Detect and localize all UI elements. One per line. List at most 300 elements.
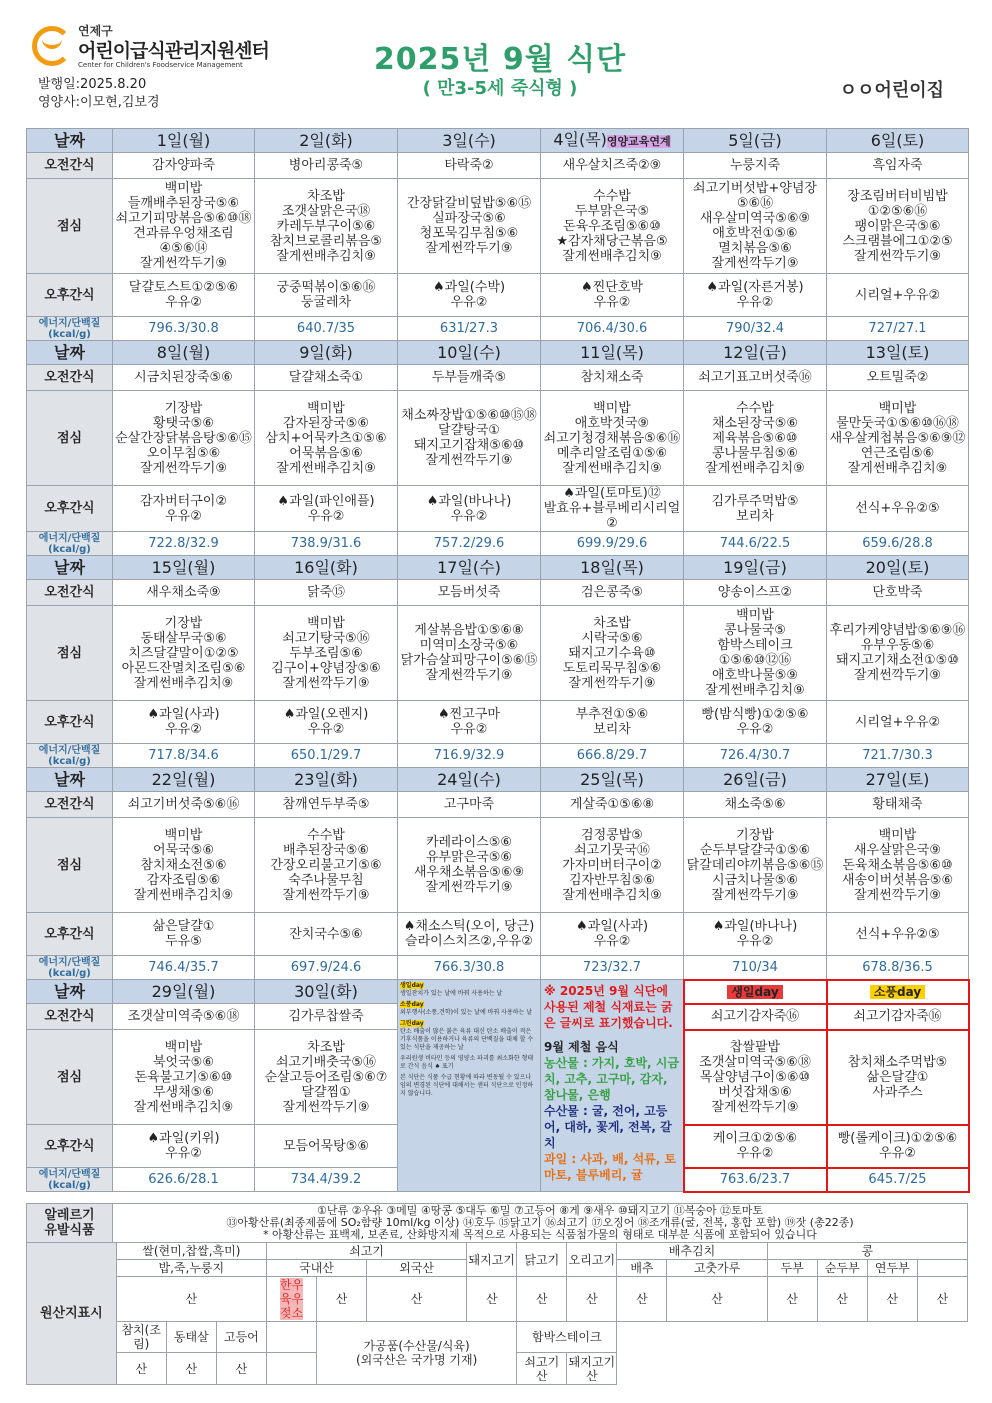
org-en: Center for Children's Foodservice Management bbox=[78, 61, 243, 69]
lunch-cell-line: 장조림버터비빔밥①②⑤⑥⑯ bbox=[847, 188, 948, 219]
lunch-cell-line: 백미밥 bbox=[307, 615, 345, 631]
lunch-cell bbox=[827, 391, 969, 486]
date-cell bbox=[827, 768, 969, 792]
lunch-cell-line: 들깨배추된장국⑤⑥ bbox=[127, 196, 240, 211]
energy-cell: 631/27.3 bbox=[398, 317, 541, 341]
origin-processed-sub: (외국산은 국가명 기재) bbox=[355, 1353, 478, 1367]
date-text: 15일(월) bbox=[151, 558, 216, 577]
lunch-cell-line: 백미밥 bbox=[593, 400, 631, 416]
pm-snack-label: 오후간식 bbox=[27, 274, 113, 317]
date-text: 23일(화) bbox=[294, 770, 358, 789]
date-text: 11일(목) bbox=[580, 343, 644, 362]
pm-snack-cell bbox=[398, 274, 541, 317]
page-subtitle: ( 만3-5세 죽식형 ) bbox=[422, 78, 578, 99]
pm-snack-cell bbox=[541, 701, 684, 744]
pm-snack-label: 오후간식 bbox=[27, 1125, 113, 1168]
lunch-cell-line: 백미밥 bbox=[164, 827, 203, 843]
legend-note-text: 우리원생 비타민 등의 영양소 파괴를 최소화한 형태로 간식 음식 ♠ 표기 bbox=[400, 1055, 534, 1070]
pm-snack-cell-line: ♠과일(자른거봉) bbox=[706, 280, 804, 295]
date-text: 10일(수) bbox=[437, 343, 501, 362]
lunch-cell-line: 제육볶음⑤⑥⑩ bbox=[712, 430, 798, 446]
pm-snack-cell bbox=[255, 274, 398, 317]
pm-snack-cell-line: 시리얼+우유② bbox=[854, 714, 941, 730]
pm-snack-cell-line: 우유② bbox=[165, 508, 202, 524]
pm-snack-cell bbox=[113, 1125, 255, 1168]
legend-note-tag: 소풍day bbox=[400, 1001, 424, 1008]
legend-note-tag: 생일day bbox=[400, 982, 424, 989]
lunch-label: 점심 bbox=[27, 179, 113, 274]
origin-bean-tofu-val: 산 bbox=[767, 1277, 817, 1322]
center-logo bbox=[32, 22, 292, 74]
lunch-cell-line: 새우살맑은국⑨ bbox=[853, 842, 941, 858]
lunch-cell-line: 잘게썬배추김치⑨ bbox=[276, 460, 376, 476]
pm-snack-cell-line: 우유② bbox=[593, 934, 631, 949]
lunch-cell-line: 쇠고기피망볶음⑤⑥⑩⑱ bbox=[115, 211, 252, 226]
lunch-cell-line: 삼치+어묵카츠①⑤⑥ bbox=[265, 430, 387, 446]
date-text: 26일(금) bbox=[723, 770, 787, 789]
pm-snack-cell-line: ♠과일(키위) bbox=[147, 1131, 220, 1146]
lunch-cell-line: 잘게썬깍두기⑨ bbox=[711, 256, 799, 271]
energy-cell: 723/32.7 bbox=[541, 956, 684, 980]
lunch-cell-line: 숙주나물무침 bbox=[288, 872, 364, 888]
energy-cell: 659.6/28.8 bbox=[827, 532, 969, 556]
pm-snack-cell-line: 빵(롤케이크)①②⑤⑥ bbox=[837, 1131, 958, 1146]
issue-date: 발행일:2025.8.20 bbox=[38, 77, 147, 92]
lunch-cell-line: 순두부달걀국①⑤⑥ bbox=[699, 842, 811, 858]
energy-cell: 763.6/23.7 bbox=[684, 1168, 827, 1192]
origin-beef-imp: 외국산 bbox=[367, 1260, 467, 1277]
lunch-cell-line: 잘게썬배추김치⑨ bbox=[705, 683, 805, 698]
allergy-line-1: ①난류 ②우유 ③메밀 ④땅콩 ⑤대두 ⑥밀 ⑦고등어 ⑧게 ⑨새우 ⑩돼지고기 ⑪복숭아 ⑫토마토 bbox=[317, 1204, 763, 1217]
pm-snack-cell-line: 발효유+블루베리시리얼② bbox=[543, 501, 681, 531]
pm-snack-cell bbox=[255, 1125, 398, 1168]
date-label: 날짜 bbox=[27, 129, 113, 153]
lunch-cell-line: 백미밥 bbox=[307, 400, 345, 416]
lunch-cell-line: 잘게썬깍두기⑨ bbox=[568, 675, 656, 691]
lunch-cell-line: 미역미소장국⑤⑥ bbox=[419, 638, 519, 653]
date-cell: 30일(화) bbox=[255, 980, 398, 1004]
origin-bean-blank bbox=[917, 1260, 967, 1277]
date-cell bbox=[113, 768, 255, 792]
lunch-cell-line: 잘게썬깍두기⑨ bbox=[425, 453, 513, 468]
date-text: 2일(화) bbox=[299, 131, 353, 150]
lunch-cell-line: 물만둣국①⑤⑥⑩⑯⑱ bbox=[836, 415, 959, 431]
lunch-cell-line: 수수밥 bbox=[736, 400, 774, 416]
lunch-cell-line: 잘게썬배추김치⑨ bbox=[133, 887, 234, 903]
lunch-cell bbox=[398, 606, 541, 701]
lunch-cell-line: 참치브로콜리볶음⑤ bbox=[269, 233, 383, 249]
date-label: 날짜 bbox=[27, 980, 113, 1004]
am-snack-label: 오전간식 bbox=[27, 365, 113, 391]
energy-cell: 626.6/28.1 bbox=[113, 1168, 255, 1192]
date-cell bbox=[684, 129, 827, 153]
pm-snack-cell-line: 우유② bbox=[450, 295, 488, 310]
origin-beef: 쇠고기 bbox=[266, 1243, 466, 1260]
lunch-cell bbox=[113, 1030, 255, 1125]
origin-chicken: 닭고기 bbox=[517, 1243, 567, 1277]
lunch-row bbox=[27, 179, 969, 274]
energy-cell: 738.9/31.6 bbox=[255, 532, 398, 556]
legend-note bbox=[400, 1001, 538, 1017]
origin-yukwoo: 육우 bbox=[279, 1292, 304, 1306]
energy-cell: 734.4/39.2 bbox=[255, 1168, 398, 1192]
lunch-cell-line: 차조밥 bbox=[307, 1039, 345, 1055]
pm-snack-cell-line: 우유② bbox=[307, 722, 345, 737]
origin-beef-dom-val: 산 bbox=[316, 1277, 366, 1322]
legend-note-text: 탄소 배출이 많은 붉은 육류 대신 탄소 배출이 적은 기후식품을 이용하거나 육류의 단백질을 대체 할 수 있는 식단을 제공하는 날 bbox=[400, 1028, 534, 1051]
pm-snack-cell-line: 우유② bbox=[165, 1146, 202, 1161]
lunch-cell bbox=[255, 1030, 398, 1125]
date-cell bbox=[684, 341, 827, 365]
energy-label: 에너지/단백질 (kcal/g) bbox=[27, 956, 113, 980]
lunch-cell-line: 달걀탕국① bbox=[438, 423, 500, 438]
lunch-cell-line: 참치채소전⑤⑥ bbox=[140, 857, 227, 873]
energy-cell: 727/27.1 bbox=[827, 317, 969, 341]
lunch-cell-line: 수수밥 bbox=[593, 188, 631, 204]
date-text: 18일(목) bbox=[580, 558, 644, 577]
pm-snack-cell bbox=[255, 701, 398, 744]
pm-snack-cell-line: 우유② bbox=[736, 295, 774, 310]
notice-sea: 수산물 : 굴, 전어, 고등어, 대하, 꽃게, 전복, 갈치 bbox=[544, 1104, 672, 1150]
date-text: 24일(수) bbox=[437, 770, 501, 789]
lunch-cell-line: 유부맑은국⑤⑥ bbox=[425, 850, 513, 865]
lunch-cell bbox=[255, 606, 398, 701]
pm-snack-cell-line: ♠찐고구마 bbox=[438, 707, 500, 722]
date-cell bbox=[398, 341, 541, 365]
lunch-cell-line: 시금치나물⑤⑥ bbox=[711, 872, 799, 888]
pm-snack-cell bbox=[827, 486, 969, 532]
energy-cell: 710/34 bbox=[684, 956, 827, 980]
lunch-cell-line: 쇠고기배춧국⑤⑯ bbox=[275, 1054, 376, 1070]
issue-info bbox=[38, 76, 160, 112]
energy-cell: 645.7/25 bbox=[827, 1168, 969, 1192]
lunch-cell-line: 두부맑은국⑤ bbox=[574, 203, 650, 219]
lunch-cell-line: 잘게썬깍두기⑨ bbox=[425, 241, 513, 256]
am-snack-cell: 달걀채소죽① bbox=[255, 365, 398, 391]
allergy-label bbox=[27, 1204, 113, 1243]
date-row bbox=[27, 556, 969, 580]
origin-hambak-beef-label: 쇠고기 bbox=[524, 1354, 560, 1369]
date-text: 22일(월) bbox=[151, 770, 216, 789]
origin-kimchi-pep: 고춧가루 bbox=[667, 1260, 767, 1277]
lunch-cell-line: 팽이맑은국⑤⑥ bbox=[854, 218, 941, 234]
special-day-tag: 생일day bbox=[727, 985, 782, 999]
lunch-cell-line: 새우채소볶음⑤⑥⑨ bbox=[413, 865, 525, 880]
pm-snack-row bbox=[27, 913, 969, 956]
allergy-label-2: 유발식품 bbox=[44, 1223, 95, 1238]
lunch-cell-line: 카레두부구이⑤⑥ bbox=[276, 218, 376, 234]
am-snack-cell: 누룽지죽 bbox=[684, 153, 827, 179]
energy-row bbox=[27, 744, 969, 768]
lunch-cell-line: 멸치볶음⑤⑥ bbox=[718, 241, 792, 256]
allergy-label-1: 알레르기 bbox=[44, 1208, 95, 1223]
lunch-cell-line: 잘게썬배추김치⑨ bbox=[562, 460, 662, 476]
special-day-cell bbox=[684, 980, 827, 1004]
legend-note-text: 생일잔치가 있는 날에 바꿔 사용하는 날 bbox=[400, 990, 503, 997]
pm-snack-cell-line: 선식+우유②⑤ bbox=[855, 926, 940, 942]
lunch-cell-line: 콩나물국⑤ bbox=[724, 623, 786, 638]
lunch-cell-line: 잘게썬깍두기⑨ bbox=[853, 887, 941, 903]
origin-hambak: 함박스테이크 bbox=[517, 1322, 617, 1353]
lunch-cell-line: 조갯살맑은국⑱ bbox=[281, 203, 371, 219]
page-header bbox=[0, 0, 992, 125]
am-snack-cell: 황태채죽 bbox=[827, 792, 969, 818]
pm-snack-cell bbox=[827, 1125, 969, 1168]
am-snack-cell: 쇠고기표고버섯죽⑯ bbox=[684, 365, 827, 391]
am-snack-cell: 김가루찹쌀죽 bbox=[255, 1004, 398, 1030]
lunch-cell bbox=[255, 179, 398, 274]
lunch-cell-line: 치즈달걀말이①②⑤ bbox=[128, 645, 239, 661]
pm-snack-cell-line: ♠과일(사과) bbox=[147, 707, 220, 722]
date-cell bbox=[113, 341, 255, 365]
lunch-cell-line: 백미밥 bbox=[164, 181, 203, 196]
date-text: 20일(토) bbox=[865, 558, 930, 577]
pm-snack-cell-line: 궁중떡볶이⑤⑥⑯ bbox=[276, 280, 376, 295]
am-snack-label: 오전간식 bbox=[27, 580, 113, 606]
legend-note bbox=[400, 982, 538, 998]
edu-tag: 영양교육연계 bbox=[606, 135, 671, 148]
lunch-cell-line: 기장밥 bbox=[164, 615, 203, 631]
lunch-cell-line: 감자조림⑤⑥ bbox=[146, 872, 221, 888]
menu-table bbox=[26, 128, 970, 1193]
lunch-cell-line: 채소짜장밥①⑤⑥⑩⑮⑱ bbox=[401, 408, 537, 423]
pm-snack-label: 오후간식 bbox=[27, 701, 113, 744]
lunch-cell-line: 잘게썬깍두기⑨ bbox=[282, 1099, 370, 1115]
date-text: 4일(목) bbox=[553, 130, 607, 149]
date-text: 9일(화) bbox=[299, 343, 353, 362]
lunch-cell-line: 오이무침⑤⑥ bbox=[146, 445, 221, 461]
origin-pork-val: 산 bbox=[467, 1277, 517, 1322]
date-row bbox=[27, 768, 969, 792]
org-name: 어린이급식관리지원센터 bbox=[78, 40, 269, 62]
lunch-cell-line: 조갯살미역국⑤⑥⑱ bbox=[699, 1054, 811, 1070]
lunch-cell-line: 백미밥 bbox=[164, 1039, 203, 1055]
lunch-cell bbox=[255, 818, 398, 913]
energy-cell: 666.8/29.7 bbox=[541, 744, 684, 768]
lunch-cell-line: 쇠고기탕국⑤⑯ bbox=[282, 630, 370, 646]
lunch-cell bbox=[541, 179, 684, 274]
pm-snack-cell bbox=[684, 274, 827, 317]
lunch-cell-line: 애호박젓국⑨ bbox=[574, 415, 650, 431]
lunch-cell-line: 잘게썬깍두기⑨ bbox=[711, 887, 799, 903]
lunch-cell bbox=[827, 179, 969, 274]
date-cell bbox=[827, 129, 969, 153]
energy-label: 에너지/단백질 (kcal/g) bbox=[27, 317, 113, 341]
lunch-cell-line: 동태살무국⑤⑥ bbox=[140, 630, 227, 646]
legend-notes bbox=[398, 980, 541, 1192]
date-cell bbox=[255, 556, 398, 580]
am-snack-cell: 새우채소죽⑨ bbox=[113, 580, 255, 606]
lunch-cell-line: 쇠고기버섯밥+양념장⑤⑥⑯ bbox=[693, 181, 817, 211]
energy-cell: 697.9/24.6 bbox=[255, 956, 398, 980]
lunch-cell-line: 달걀찜① bbox=[301, 1084, 351, 1100]
date-cell bbox=[255, 341, 398, 365]
pm-snack-cell-line: 두유⑤ bbox=[165, 934, 202, 949]
lunch-cell-line: 애호박전①⑤⑥ bbox=[712, 226, 798, 241]
energy-cell: 790/32.4 bbox=[684, 317, 827, 341]
lunch-cell-line: 잘게썬깍두기⑨ bbox=[853, 248, 941, 264]
origin-fish2-val: 산 bbox=[166, 1353, 216, 1385]
am-snack-row bbox=[27, 580, 969, 606]
pm-snack-row bbox=[27, 274, 969, 317]
am-snack-cell: 타락죽② bbox=[398, 153, 541, 179]
lunch-cell-line: 잘게썬깍두기⑨ bbox=[139, 460, 227, 476]
origin-blank-1 bbox=[266, 1322, 316, 1353]
lunch-cell-line: 실파장국⑤⑥ bbox=[432, 211, 506, 226]
energy-label: 에너지/단백질 (kcal/g) bbox=[27, 1168, 113, 1192]
origin-duck: 오리고기 bbox=[567, 1243, 617, 1277]
lunch-cell-line: 수수밥 bbox=[307, 827, 345, 843]
pm-snack-cell-line: ♠찐단호박 bbox=[581, 280, 643, 295]
date-label: 날짜 bbox=[27, 556, 113, 580]
pm-snack-cell-line: ♠과일(수박) bbox=[432, 280, 506, 295]
pm-snack-row bbox=[27, 486, 969, 532]
origin-kimchi-cab-val: 산 bbox=[617, 1277, 667, 1322]
legend-note-text: 본 식단은 식품 수급 현황에 따라 변동될 수 있으나 임의 변경된 식단에 대해서는 센터 식단으로 인정하지 않습니다. bbox=[400, 1074, 534, 1097]
energy-label: 에너지/단백질 (kcal/g) bbox=[27, 532, 113, 556]
lunch-cell-line: 유부우동⑤⑥ bbox=[860, 638, 935, 653]
lunch-cell bbox=[684, 606, 827, 701]
origin-blank-3 bbox=[266, 1353, 316, 1385]
am-snack-row bbox=[27, 153, 969, 179]
am-snack-cell: 게살죽①⑤⑥⑧ bbox=[541, 792, 684, 818]
date-cell bbox=[255, 129, 398, 153]
notice-fruit: 과일 : 사과, 배, 석류, 토마토, 블루베리, 귤 bbox=[544, 1152, 677, 1182]
lunch-cell-line: 카레라이스⑤⑥ bbox=[425, 835, 513, 850]
date-cell bbox=[541, 129, 684, 153]
origin-fish1-val: 산 bbox=[116, 1353, 166, 1385]
lunch-cell-line: 김구이+양념장⑤⑥ bbox=[271, 660, 381, 676]
lunch-cell-line: 잘게썬배추김치⑨ bbox=[562, 887, 662, 903]
lunch-cell-line: 돼지고기잡채⑤⑥⑩ bbox=[413, 438, 525, 453]
lunch-cell-line: 검정콩밥⑤ bbox=[581, 827, 643, 843]
notice-farm: 농산물 : 가지, 호박, 시금치, 고추, 고구마, 감자, 참나물, 은행 bbox=[544, 1056, 679, 1102]
lunch-cell-line: 잘게썬깍두기⑨ bbox=[139, 256, 227, 271]
pm-snack-cell-line: 우유② bbox=[736, 722, 774, 737]
pm-snack-cell bbox=[255, 486, 398, 532]
origin-rice-val: 산 bbox=[116, 1277, 266, 1322]
am-snack-row bbox=[27, 792, 969, 818]
lunch-cell-line: 차조밥 bbox=[307, 188, 345, 204]
origin-chicken-val: 산 bbox=[517, 1277, 567, 1322]
lunch-cell-line: 어묵국⑤⑥ bbox=[153, 842, 214, 858]
lunch-cell-line: 잘게썬배추김치⑨ bbox=[705, 460, 805, 476]
pm-snack-cell-line: 우유② bbox=[450, 508, 488, 524]
energy-label: 에너지/단백질 (kcal/g) bbox=[27, 744, 113, 768]
lunch-cell-line: 돈육채소볶음⑤⑥⑩ bbox=[842, 857, 953, 873]
lunch-cell-line: 콩나물무침⑤⑥ bbox=[711, 445, 799, 461]
pm-snack-cell-line: 김가루주먹밥⑤ bbox=[711, 493, 799, 509]
pm-snack-cell bbox=[827, 701, 969, 744]
lunch-cell-line: 기장밥 bbox=[164, 400, 203, 416]
am-snack-cell: 감자양파죽 bbox=[113, 153, 255, 179]
origin-rice-sub: 밥,죽,누룽지 bbox=[116, 1260, 266, 1277]
pm-snack-cell-line: 잔치국수⑤⑥ bbox=[289, 926, 363, 942]
date-cell bbox=[541, 341, 684, 365]
lunch-cell-line: 함박스테이크①⑤⑥⑩⑫⑯ bbox=[717, 638, 793, 668]
am-snack-cell: 병아리콩죽⑤ bbox=[255, 153, 398, 179]
energy-cell: 721.7/30.3 bbox=[827, 744, 969, 768]
am-snack-cell: 쇠고기감자죽⑯ bbox=[684, 1004, 827, 1030]
origin-hambak-pork-val: 산 bbox=[586, 1368, 598, 1383]
lunch-cell-line: 배추된장국⑤⑥ bbox=[282, 842, 370, 858]
lunch-cell-line: 잘게썬깍두기⑨ bbox=[282, 887, 370, 903]
lunch-cell-line: 돼지고기수육⑩ bbox=[568, 645, 656, 661]
origin-bean-silk: 연두부 bbox=[867, 1260, 917, 1277]
pm-snack-cell-line: ♠과일(사과) bbox=[575, 919, 649, 934]
lunch-label: 점심 bbox=[27, 1030, 113, 1125]
am-snack-cell: 단호박죽 bbox=[827, 580, 969, 606]
date-cell bbox=[398, 129, 541, 153]
energy-row bbox=[27, 532, 969, 556]
am-snack-cell: 모듬버섯죽 bbox=[398, 580, 541, 606]
date-text: 8일(월) bbox=[156, 343, 211, 362]
lunch-cell-line: 간장닭갈비덮밥⑤⑥⑮ bbox=[406, 196, 532, 211]
lunch-cell-line: 어묵볶음⑤⑥ bbox=[289, 445, 363, 461]
date-text: 19일(금) bbox=[723, 558, 787, 577]
lunch-cell bbox=[398, 391, 541, 486]
origin-hambak-pork-label: 돼지고기 bbox=[568, 1354, 616, 1369]
pm-snack-cell-line: 빵(밤식빵)①②⑤⑥ bbox=[701, 707, 809, 722]
pm-snack-cell bbox=[541, 913, 684, 956]
am-snack-cell: 채소죽⑤⑥ bbox=[684, 792, 827, 818]
am-snack-cell: 오트밀죽② bbox=[827, 365, 969, 391]
lunch-cell-line: 잘게썬깍두기⑨ bbox=[711, 1099, 799, 1115]
pm-snack-label: 오후간식 bbox=[27, 913, 113, 956]
date-text: 1일(월) bbox=[156, 131, 211, 150]
pm-snack-cell-line: ♠채소스틱(오이, 당근) bbox=[403, 919, 535, 934]
pm-snack-cell bbox=[113, 274, 255, 317]
origin-table bbox=[26, 1242, 968, 1385]
lunch-cell-line: 무생채⑤⑥ bbox=[153, 1084, 214, 1100]
seasonal-notice bbox=[541, 980, 684, 1192]
energy-cell: 717.8/34.6 bbox=[113, 744, 255, 768]
pm-snack-cell-line: 우유② bbox=[879, 1146, 916, 1161]
am-snack-cell: 참깨연두부죽⑤ bbox=[255, 792, 398, 818]
origin-beef-imp-val: 산 bbox=[367, 1277, 467, 1322]
lunch-cell bbox=[684, 818, 827, 913]
lunch-cell-line: 닭가슴살피망구이⑤⑥⑮ bbox=[400, 653, 538, 668]
lunch-cell-line: 감자된장국⑤⑥ bbox=[282, 415, 370, 431]
am-snack-row bbox=[27, 365, 969, 391]
lunch-cell-line: ★감자채당근볶음⑤ bbox=[556, 233, 668, 249]
lunch-cell-line: 잘게썬배추김치⑨ bbox=[847, 460, 948, 476]
am-snack-cell: 참치채소죽 bbox=[541, 365, 684, 391]
lunch-cell-line: 찹쌀팥밥 bbox=[729, 1039, 781, 1055]
lunch-label: 점심 bbox=[27, 606, 113, 701]
origin-blank-2 bbox=[617, 1322, 968, 1385]
origin-duck-val: 산 bbox=[567, 1277, 617, 1322]
date-text: 27일(토) bbox=[865, 770, 930, 789]
pm-snack-cell-line: 둥굴레차 bbox=[300, 295, 352, 310]
date-text: 6일(토) bbox=[870, 131, 925, 150]
am-snack-cell: 검은콩죽⑤ bbox=[541, 580, 684, 606]
lunch-cell bbox=[398, 179, 541, 274]
lunch-cell-line: 백미밥 bbox=[736, 608, 774, 623]
pm-snack-cell bbox=[255, 913, 398, 956]
lunch-cell-line: 목살양념구이⑤⑥⑩ bbox=[699, 1069, 811, 1085]
origin-fish1: 참치(조림) bbox=[116, 1322, 166, 1353]
lunch-cell-line: 잘게썬배추김치⑨ bbox=[276, 248, 376, 264]
org-small: 연제구 bbox=[78, 24, 113, 38]
am-snack-cell: 새우살치즈죽②⑨ bbox=[541, 153, 684, 179]
pm-snack-cell bbox=[827, 274, 969, 317]
am-snack-cell: 시금치된장죽⑤⑥ bbox=[113, 365, 255, 391]
pm-snack-cell-line: ♠과일(토마토)⑫ bbox=[563, 486, 661, 501]
lunch-cell-line: 잘게썬깍두기⑨ bbox=[282, 675, 370, 691]
lunch-cell-line: 연근조림⑤⑥ bbox=[860, 445, 935, 461]
lunch-cell-line: 아몬드잔멸치조림⑤⑥ bbox=[121, 660, 246, 676]
